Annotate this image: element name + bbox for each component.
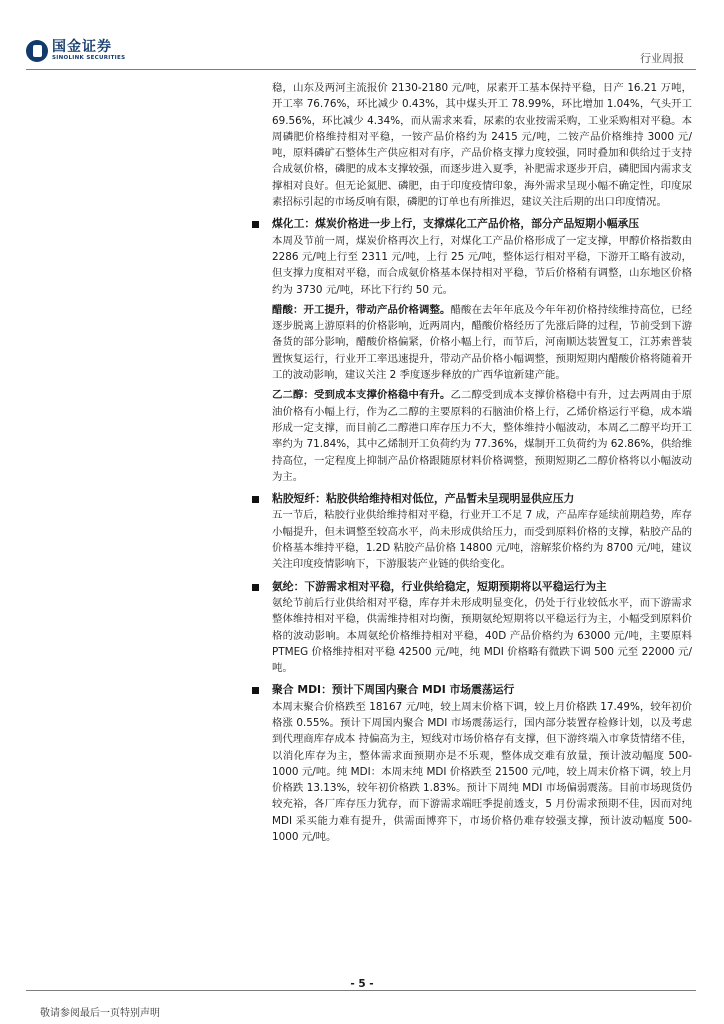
disclaimer-note: 敬请参阅最后一页特别声明 — [40, 1008, 160, 1019]
section-paragraph — [272, 595, 692, 676]
header-divider — [26, 69, 696, 70]
paragraph-text: 五一节后，粘胶行业供给维持相对平稳，行业开工不足 7 成，产品库存延续前期趋势，库存小幅提升，但未调整至较高水平，尚未形成供给压力，而受到原料价格的支撑，粘胶产品的价格基本维持平稳，1.2D 粘胶产品价格 14800 元/吨，溶解浆价格约为 8700 元/吨，建议关注印度疫情影响下，下游服装产业链的供给变化。 — [272, 509, 692, 571]
report-type: 行业周报 — [640, 52, 684, 65]
square-bullet-icon — [252, 584, 259, 591]
section-heading: 聚合 MDI：预计下周国内聚合 MDI 市场震荡运行 — [272, 683, 515, 697]
page-number: - 5 - — [350, 978, 374, 990]
logo-chinese-name: 国金证券 — [52, 39, 112, 55]
company-logo — [26, 40, 125, 62]
report-body — [252, 80, 692, 849]
paragraph-text: 醋酸在去年年底及今年年初价格持续维持高位，已经逐步脱离上游原料的价格影响，近两周内，醋酸价格经历了先涨后降的过程，节前受到下游备货的部分影响，醋酸价格偏紧，价格小幅上行，而节后，河南顺达装置复工，江苏索普装置恢复运行，行业开工率迅速提升，带动产品价格小幅调整，预期短期内醋酸价格将随着开工的波动影响，建议关注 2 季度逐步释放的广西华谊新建产能。 — [272, 303, 692, 382]
paragraph-text: 氨纶节前后行业供给相对平稳，库存并未形成明显变化，仍处于行业较低水平，而下游需求整体维持相对平稳，供需维持相对均衡，预期氨纶短期将以平稳运行为主，小幅受到原料价格的波动影响。本周氨纶价格维持相对平稳，40D 产品价格约为 63000 元/吨，主要原料 PTMEG 价格维持相对平稳 42500 元/吨，纯 MDI 价格略有微跌下调 500 元至 22000 元/吨。 — [272, 596, 692, 675]
footer-divider — [26, 990, 696, 991]
section-heading-spandex — [252, 579, 692, 595]
paragraph-text: 本周末聚合价格跌至 18167 元/吨，较上周末价格下调，较上月价格跌 17.49%，较年初价格涨 0.55%。预计下周国内聚合 MDI 市场震荡运行，国内部分装置存检修计划，以及考虑到代理商库存成本 持偏高为主，短线对市场价格存有支撑，但下游终端入市拿货情绪不佳，以消化库存为主，整体需求面预期亦是不乐观，整体成交难有放量，预计波动幅度 500-1000 元/吨。纯 MDI：本周末纯 MDI 价格跌至 21500 元/吨，较上周末价格下调，较上月价格跌 13.13%，较年初价格跌 1.83%。预计下周纯 MDI 市场偏弱震荡。目前市场现货仍较充裕，各厂库存压力犹存，而下游需求端旺季提前透支，5 月份需求预期不佳，因而对纯 MDI 采买能力难有提升，供需面博弈下，市场价格仍难存较强支撑，预计波动幅度 500-1000 元/吨。 — [272, 700, 692, 844]
section-heading-viscose — [252, 491, 692, 507]
section-heading-mdi — [252, 682, 692, 698]
section-heading: 煤化工：煤炭价格进一步上行，支撑煤化工产品价格，部分产品短期小幅承压 — [272, 217, 640, 231]
square-bullet-icon — [252, 221, 259, 228]
square-bullet-icon — [252, 687, 259, 694]
page-header — [0, 0, 724, 72]
square-bullet-icon — [252, 496, 259, 503]
section-paragraph — [272, 233, 692, 298]
section-heading: 氨纶：下游需求相对平稳，行业供给稳定，短期预期将以平稳运行为主 — [272, 579, 607, 593]
paragraph-text: 本周及节前一周，煤炭价格再次上行，对煤化工产品价格形成了一定支撑，甲醇价格指数由 2286 元/吨上行至 2311 元/吨，上行 25 元/吨，整体运行相对平稳，下游开工略有波动，但支撑力度相对平稳，而合成氨价格基本保持相对平稳，节后价格稍有调整，山东地区价格约为 3730 元/吨，环比下行约 50 元。 — [272, 234, 692, 296]
section-heading-coal-chemical — [252, 216, 692, 232]
section-heading: 粘胶短纤：粘胶供给维持相对低位，产品暂未呈现明显供应压力 — [272, 492, 575, 506]
section-paragraph — [272, 302, 692, 383]
section-paragraph — [272, 699, 692, 846]
intro-paragraph: 稳，山东及两河主流报价 2130-2180 元/吨，尿素开工基本保持平稳，日产 16.21 万吨，开工率 76.76%，环比减少 0.43%，其中煤头开工 78.99%，环比增加 1.04%，气头开工 69.56%，环比减少 4.34%，而从需求来看，尿素的农业按需采购，工业采购相对平稳。本周磷肥价格维持相对平稳，一铵产品价格约为 2415 元/吨，二铵产品价格维持 3000 元/吨，原料磷矿石整体生产供应相对有序，产品价格支撑力度较强，同时叠加和供给过于支持合成氨价格，磷肥的成本支撑较强，而逐步进入夏季，补肥需求逐步开启，磷肥国内需求支撑相对良好。但无论氮肥、磷肥，由于印度疫情印象，海外需求呈现小幅不确定性，印度尿素招标引起的市场反响有限，磷肥的订单也有所推迟，建议关注后期的出口印度情况。 — [272, 82, 692, 209]
paragraph-lead: 乙二醇：受到成本支撑价格稳中有升。 — [272, 389, 451, 402]
paragraph-text: 乙二醇受到成本支撑价格稳中有升，过去两周由于原油价格有小幅上行，作为乙二醇的主要原料的石脑油价格上行，乙烯价格运行平稳，成本端形成一定支撑，而目前乙二醇港口库存压力不大，整体维持小幅波动，本周乙二醇平均开工率约为 71.84%，其中乙烯制开工负荷约为 77.36%，煤制开工负荷约为 62.86%，供给维持高位，一定程度上抑制产品价格跟随原材料价格调整，预期短期乙二醇价格将以小幅波动为主。 — [272, 389, 692, 483]
section-paragraph — [272, 507, 692, 572]
paragraph-lead: 醋酸：开工提升，带动产品价格调整。 — [272, 303, 451, 316]
logo-icon — [26, 40, 48, 62]
section-paragraph — [272, 387, 692, 485]
logo-english-name: SINOLINK SECURITIES — [52, 55, 126, 61]
